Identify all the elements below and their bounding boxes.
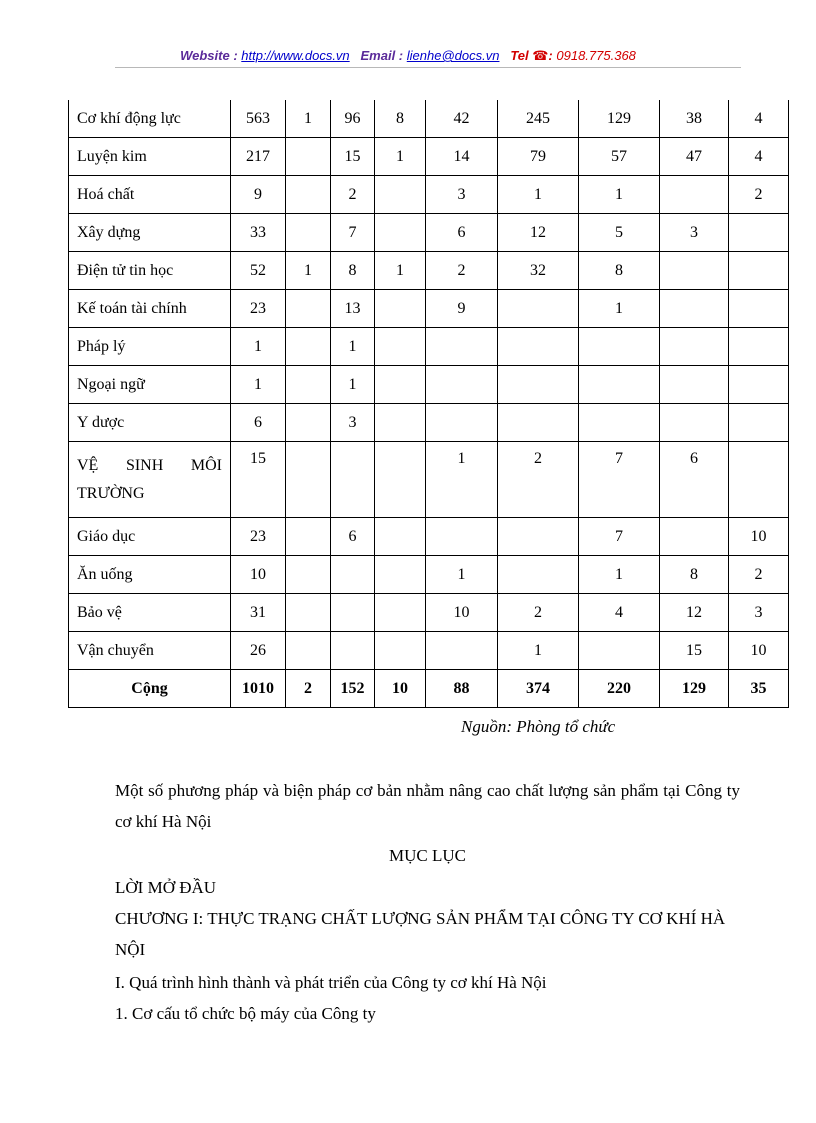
value-cell [286,556,331,594]
value-cell: 33 [231,214,286,252]
value-cell [286,442,331,518]
value-cell [498,404,579,442]
row-label-cell: Điện tử tin học [69,252,231,290]
value-cell: 563 [231,100,286,138]
staff-table-body [69,100,789,708]
toc-chapter-1: CHƯƠNG I: THỰC TRẠNG CHẤT LƯỢNG SẢN PHẨM TẠI CÔNG TY CƠ KHÍ HÀ NỘI [115,909,726,959]
value-cell: 129 [660,670,729,708]
value-cell [729,328,789,366]
table-row [69,290,789,328]
value-cell: 96 [331,100,375,138]
value-cell: 23 [231,290,286,328]
value-cell [375,518,426,556]
table-row [69,100,789,138]
value-cell: 47 [660,138,729,176]
value-cell: 3 [331,404,375,442]
header-divider [115,67,741,68]
value-cell: 6 [331,518,375,556]
value-cell [660,176,729,214]
value-cell [579,404,660,442]
value-cell: 2 [498,442,579,518]
value-cell [375,632,426,670]
value-cell [579,366,660,404]
value-cell [660,404,729,442]
value-cell [286,404,331,442]
value-cell [286,518,331,556]
value-cell: 5 [579,214,660,252]
table-row [69,252,789,290]
value-cell [660,290,729,328]
row-label-cell: Hoá chất [69,176,231,214]
value-cell: 26 [231,632,286,670]
value-cell: 8 [331,252,375,290]
value-cell [286,138,331,176]
value-cell: 13 [331,290,375,328]
source-note: Nguồn: Phòng tổ chức [461,717,616,736]
value-cell: 1 [231,328,286,366]
value-cell [729,214,789,252]
value-cell [729,252,789,290]
value-cell: 12 [498,214,579,252]
value-cell [426,632,498,670]
value-cell: 2 [286,670,331,708]
value-cell: 7 [579,442,660,518]
value-cell [729,404,789,442]
value-cell: 1 [498,176,579,214]
value-cell [426,366,498,404]
value-cell: 42 [426,100,498,138]
page-header [0,47,816,65]
toc-item-1: 1. Cơ cấu tổ chức bộ máy của Công ty [115,1004,376,1023]
value-cell [729,442,789,518]
value-cell [729,366,789,404]
value-cell [660,518,729,556]
row-label-cell: Bảo vệ [69,594,231,632]
value-cell: 9 [426,290,498,328]
value-cell: 1 [331,328,375,366]
value-cell: 6 [231,404,286,442]
value-cell [375,176,426,214]
value-cell [375,594,426,632]
value-cell: 3 [729,594,789,632]
value-cell: 2 [729,176,789,214]
value-cell: 14 [426,138,498,176]
value-cell [729,290,789,328]
staff-table [68,100,789,708]
tel-number: 0918.775.368 [556,48,636,63]
value-cell: 3 [660,214,729,252]
value-cell: 79 [498,138,579,176]
value-cell: 1 [286,252,331,290]
value-cell [579,328,660,366]
value-cell [286,214,331,252]
value-cell [331,556,375,594]
value-cell: 8 [660,556,729,594]
toc-heading: MỤC LỤC [389,846,466,865]
value-cell: 10 [729,632,789,670]
value-cell: 15 [231,442,286,518]
row-label-cell: Ngoại ngữ [69,366,231,404]
table-row [69,366,789,404]
value-cell: 7 [579,518,660,556]
value-cell: 3 [426,176,498,214]
table-row [69,632,789,670]
value-cell: 10 [729,518,789,556]
value-cell [375,556,426,594]
table-row [69,594,789,632]
toc-section-1: I. Quá trình hình thành và phát triển của Công ty cơ khí Hà Nội [115,973,547,992]
value-cell: 4 [729,138,789,176]
value-cell: 2 [498,594,579,632]
value-cell: 7 [331,214,375,252]
value-cell [286,366,331,404]
value-cell: 9 [231,176,286,214]
value-cell [498,518,579,556]
value-cell: 32 [498,252,579,290]
row-label-cell: Pháp lý [69,328,231,366]
value-cell: 1 [579,290,660,328]
value-cell: 129 [579,100,660,138]
value-cell: 1 [375,252,426,290]
value-cell: 4 [729,100,789,138]
value-cell [426,328,498,366]
value-cell: 52 [231,252,286,290]
value-cell [331,632,375,670]
value-cell [375,366,426,404]
table-row [69,518,789,556]
value-cell: 38 [660,100,729,138]
email-label: Email : [360,48,404,63]
row-label-cell: Vận chuyển [69,632,231,670]
value-cell: 217 [231,138,286,176]
value-cell: 1 [579,556,660,594]
document-title: Một số phương pháp và biện pháp cơ bản nhằm nâng cao chất lượng sản phẩm tại Công ty cơ khí Hà Nội [115,781,740,831]
value-cell: 1 [498,632,579,670]
table-row [69,404,789,442]
value-cell [660,328,729,366]
row-label-cell: VỆ SINH MÔI TRƯỜNG [69,442,231,518]
row-label-cell: Cơ khí động lực [69,100,231,138]
website-link[interactable]: http://www.docs.vn [241,48,350,63]
value-cell: 8 [579,252,660,290]
value-cell [286,290,331,328]
table-row [69,214,789,252]
value-cell: 8 [375,100,426,138]
value-cell [498,556,579,594]
value-cell: 1 [426,442,498,518]
row-label-cell: Xây dựng [69,214,231,252]
value-cell: 2 [729,556,789,594]
value-cell [331,594,375,632]
value-cell: 2 [426,252,498,290]
row-label-cell: Giáo dục [69,518,231,556]
value-cell [286,176,331,214]
row-label-cell: Cộng [69,670,231,708]
value-cell [498,366,579,404]
table-row [69,442,789,518]
value-cell [286,632,331,670]
value-cell: 1 [426,556,498,594]
email-link[interactable]: lienhe@docs.vn [406,48,500,63]
value-cell: 2 [331,176,375,214]
value-cell [660,366,729,404]
value-cell: 1 [231,366,286,404]
value-cell: 6 [426,214,498,252]
value-cell: 220 [579,670,660,708]
value-cell [498,328,579,366]
value-cell [375,404,426,442]
value-cell: 1010 [231,670,286,708]
value-cell: 35 [729,670,789,708]
value-cell: 1 [331,366,375,404]
value-cell: 1 [286,100,331,138]
value-cell: 10 [375,670,426,708]
value-cell [579,632,660,670]
table-row [69,556,789,594]
value-cell: 12 [660,594,729,632]
value-cell [375,214,426,252]
toc-intro: LỜI MỞ ĐẦU [115,878,217,897]
row-label-cell: Kế toán tài chính [69,290,231,328]
value-cell [426,518,498,556]
row-label-cell: Y dược [69,404,231,442]
value-cell [375,328,426,366]
value-cell: 152 [331,670,375,708]
value-cell: 245 [498,100,579,138]
value-cell [375,290,426,328]
value-cell: 10 [426,594,498,632]
table-row [69,138,789,176]
value-cell: 88 [426,670,498,708]
value-cell [426,404,498,442]
row-label-cell: Ăn uống [69,556,231,594]
value-cell [286,594,331,632]
value-cell [660,252,729,290]
value-cell: 15 [660,632,729,670]
value-cell: 31 [231,594,286,632]
value-cell [286,328,331,366]
value-cell [498,290,579,328]
website-label: Website : [180,48,238,63]
value-cell: 10 [231,556,286,594]
tel-label: Tel ☎: [510,48,553,63]
value-cell: 6 [660,442,729,518]
table-row [69,176,789,214]
table-row [69,670,789,708]
value-cell: 15 [331,138,375,176]
value-cell [331,442,375,518]
value-cell: 1 [579,176,660,214]
row-label-cell: Luyện kim [69,138,231,176]
value-cell: 57 [579,138,660,176]
table-row [69,328,789,366]
value-cell: 374 [498,670,579,708]
value-cell [375,442,426,518]
value-cell: 1 [375,138,426,176]
value-cell: 23 [231,518,286,556]
value-cell: 4 [579,594,660,632]
